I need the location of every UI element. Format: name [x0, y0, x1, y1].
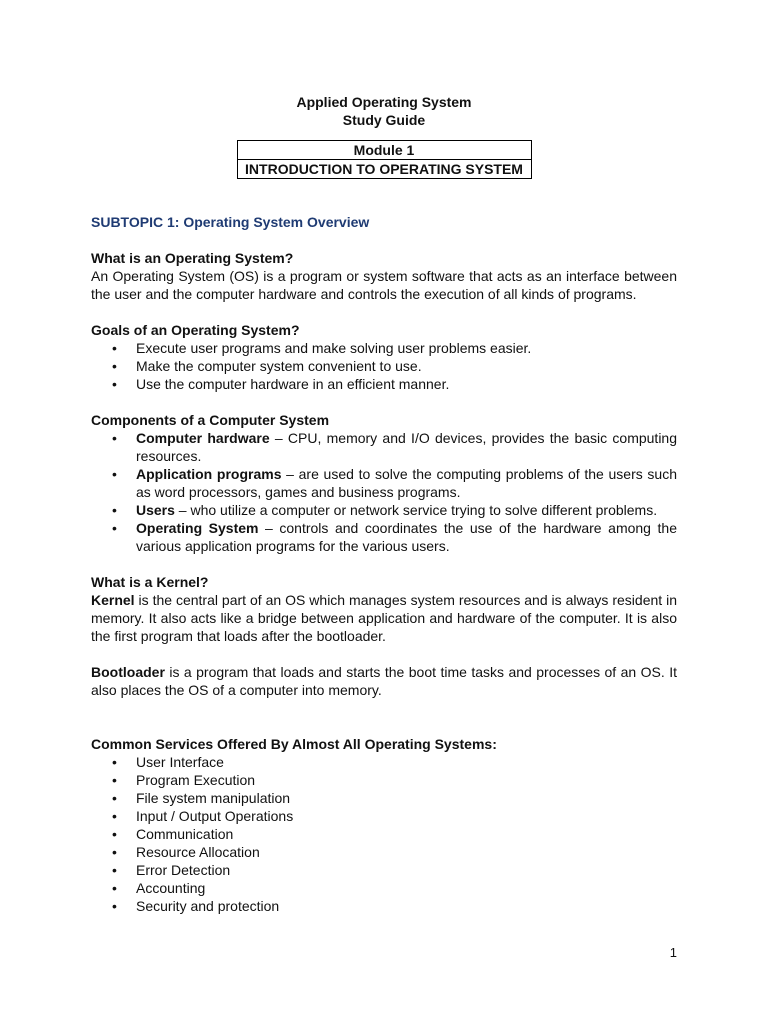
list-item [91, 357, 677, 375]
list-item-text: Error Detection [136, 862, 231, 878]
bullet-icon: • [112, 790, 117, 806]
component-desc: – who utilize a computer or network service trying to solve different problems. [174, 502, 658, 518]
goals-list [91, 339, 677, 393]
component-term: Application programs [136, 466, 282, 482]
list-item [91, 879, 677, 897]
list-item-text: Execute user programs and make solving user problems easier. [136, 340, 532, 356]
module-title: INTRODUCTION TO OPERATING SYSTEM [245, 161, 523, 177]
list-item-text: Input / Output Operations [136, 808, 294, 824]
component-desc: – are used to solve the computing problems of the users such as word processors, games and business programs. [136, 466, 677, 500]
subtopic-heading: SUBTOPIC 1: Operating System Overview [91, 214, 370, 230]
list-item [91, 789, 677, 807]
list-item [91, 771, 677, 789]
list-item [91, 807, 677, 825]
module-label: Module 1 [238, 141, 531, 160]
bullet-icon: • [112, 844, 117, 860]
list-item [91, 339, 677, 357]
bullet-icon: • [112, 862, 117, 878]
list-item-text: Use the computer hardware in an efficient manner. [136, 376, 450, 392]
list-item [91, 375, 677, 393]
list-item-text: File system manipulation [136, 790, 291, 806]
document-title: Applied Operating System [296, 94, 472, 110]
list-item-text: Resource Allocation [136, 844, 260, 860]
bullet-icon: • [112, 898, 117, 914]
component-desc: – CPU, memory and I/O devices, provides the basic computing resources. [136, 430, 678, 464]
list-item [91, 897, 677, 915]
list-item-text: Communication [136, 826, 234, 842]
bullet-icon: • [112, 754, 117, 770]
bullet-icon: • [112, 502, 117, 518]
bullet-icon: • [112, 358, 117, 374]
list-item-text: Security and protection [136, 898, 280, 914]
list-item-text: Accounting [136, 880, 206, 896]
list-item [91, 519, 677, 555]
bootloader-text: is a program that loads and starts the boot time tasks and processes of an OS. It also places the OS of a computer into memory. [91, 664, 677, 698]
bullet-icon: • [112, 772, 117, 788]
list-item-text: Make the computer system convenient to use. [136, 358, 422, 374]
components-list [91, 429, 677, 555]
document-subtitle: Study Guide [342, 112, 426, 128]
kernel-body [91, 591, 677, 645]
services-heading: Common Services Offered By Almost All Operating Systems: [91, 736, 497, 752]
bullet-icon: • [112, 340, 117, 356]
component-term: Operating System [136, 520, 259, 536]
bullet-icon: • [112, 880, 117, 896]
bullet-icon: • [112, 430, 117, 446]
component-desc: – controls and coordinates the use of the hardware among the various application programs for the various users. [136, 520, 677, 554]
list-item [91, 843, 677, 861]
bootloader-body [91, 663, 677, 699]
services-list [91, 753, 677, 915]
kernel-heading: What is a Kernel? [91, 574, 209, 590]
components-heading: Components of a Computer System [91, 412, 330, 428]
list-item-text: User Interface [136, 754, 224, 770]
bootloader-term: Bootloader [91, 664, 165, 680]
list-item [91, 501, 677, 519]
component-term: Users [136, 502, 175, 518]
list-item [91, 753, 677, 771]
bullet-icon: • [112, 520, 117, 536]
list-item-text: Program Execution [136, 772, 256, 788]
goals-heading: Goals of an Operating System? [91, 322, 300, 338]
kernel-term: Kernel [91, 592, 135, 608]
module-box [237, 140, 532, 179]
page-content [91, 93, 677, 915]
page-number: 1 [669, 945, 677, 960]
what-is-os-body: An Operating System (OS) is a program or system software that acts as an interface between the user and the computer hardware and controls the execution of all kinds of programs. [91, 268, 677, 302]
kernel-text: is the central part of an OS which manages system resources and is always resident in memory. It also acts like a bridge between application and hardware of the computer. It is also the first program that loads after the bootloader. [91, 592, 677, 644]
list-item [91, 465, 677, 501]
bullet-icon: • [112, 466, 117, 482]
what-is-os-heading: What is an Operating System? [91, 250, 294, 266]
component-term: Computer hardware [136, 430, 270, 446]
list-item [91, 825, 677, 843]
bullet-icon: • [112, 808, 117, 824]
list-item [91, 861, 677, 879]
bullet-icon: • [112, 376, 117, 392]
bullet-icon: • [112, 826, 117, 842]
list-item [91, 429, 677, 465]
